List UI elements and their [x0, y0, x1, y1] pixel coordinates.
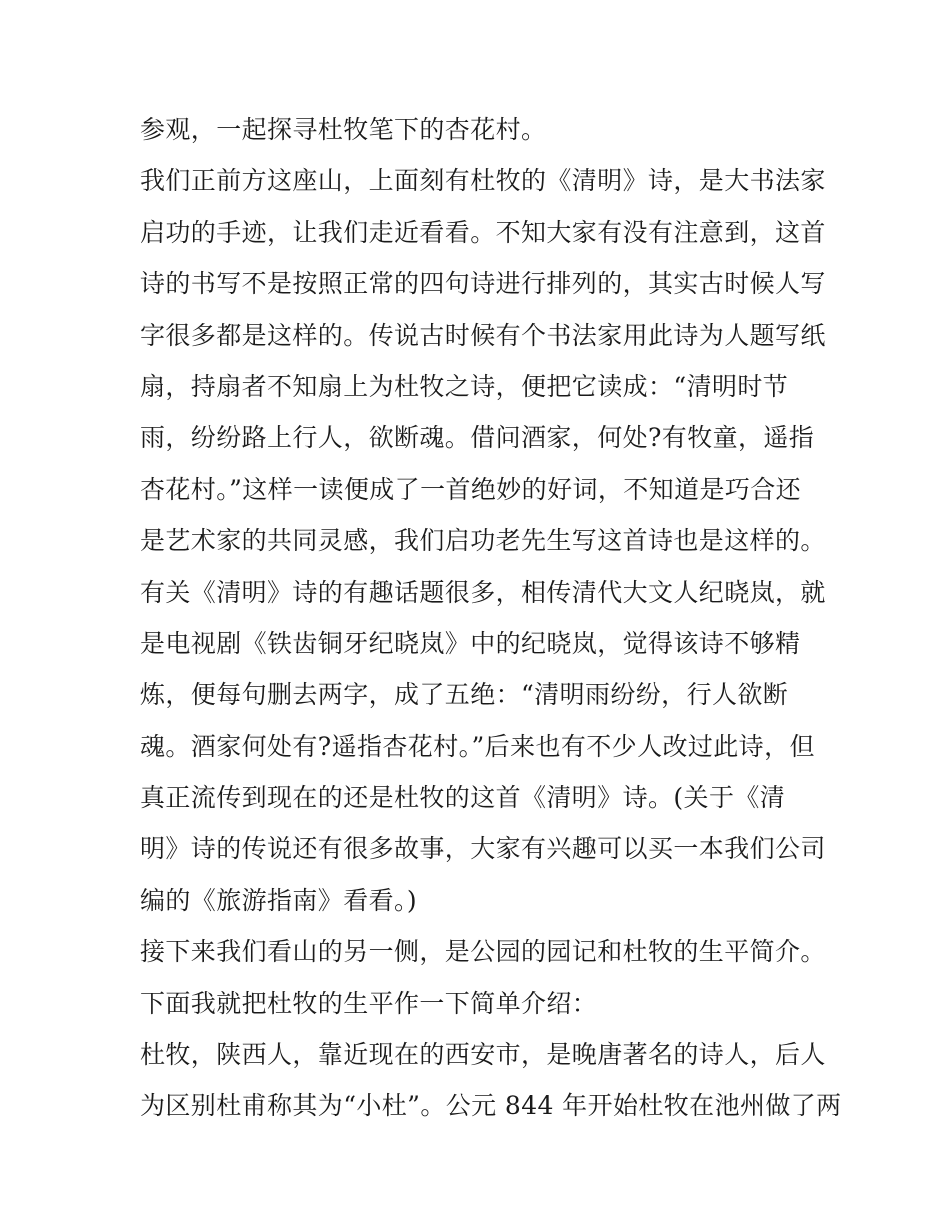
text-line: 真正流传到现在的还是杜牧的这首《清明》诗。(关于《清: [140, 783, 786, 813]
text-line: 杏花村。”这样一读便成了一首绝妙的好词，不知道是巧合还: [140, 474, 802, 504]
text-line: 杜牧，陕西人，靠近现在的西安市，是晚唐著名的诗人，后人: [140, 1040, 826, 1070]
text-line: 是艺术家的共同灵感，我们启功老先生写这首诗也是这样的。: [140, 526, 826, 556]
text-line: 是电视剧《铁齿铜牙纪晓岚》中的纪晓岚，觉得该诗不够精: [140, 628, 801, 658]
text-line: 魂。酒家何处有?遥指杏花村。”后来也有不少人改过此诗，但: [140, 731, 815, 761]
text-line: 启功的手迹，让我们走近看看。不知大家有没有注意到，这首: [140, 217, 826, 247]
text-line: 诗的书写不是按照正常的四句诗进行排列的，其实古时候人写: [140, 269, 826, 299]
text-line: 我们正前方这座山，上面刻有杜牧的《清明》诗，是大书法家: [140, 166, 826, 196]
text-line: 扇，持扇者不知扇上为杜牧之诗，便把它读成：“清明时节: [140, 371, 789, 401]
text-line: 明》诗的传说还有很多故事，大家有兴趣可以买一本我们公司: [140, 834, 826, 864]
text-line: 字很多都是这样的。传说古时候有个书法家用此诗为人题写纸: [140, 320, 826, 350]
text-line: 编的《旅游指南》看看。): [140, 885, 418, 915]
text-line: 雨，纷纷路上行人，欲断魂。借问酒家，何处?有牧童，遥指: [140, 423, 815, 453]
text-line: 为区别杜甫称其为“小杜”。公元 844 年开始杜牧在池州做了两: [140, 1091, 842, 1121]
text-line: 接下来我们看山的另一侧，是公园的园记和杜牧的生平简介。: [140, 937, 826, 967]
text-line: 炼，便每句删去两字，成了五绝：“清明雨纷纷，行人欲断: [140, 680, 789, 710]
body-text: [140, 108, 842, 1136]
text-line: 参观，一起探寻杜牧笔下的杏花村。: [140, 115, 547, 144]
text-line: 有关《清明》诗的有趣话题很多，相传清代大文人纪晓岚，就: [140, 577, 826, 607]
text-line: 下面我就把杜牧的生平作一下简单介绍：: [140, 988, 598, 1018]
